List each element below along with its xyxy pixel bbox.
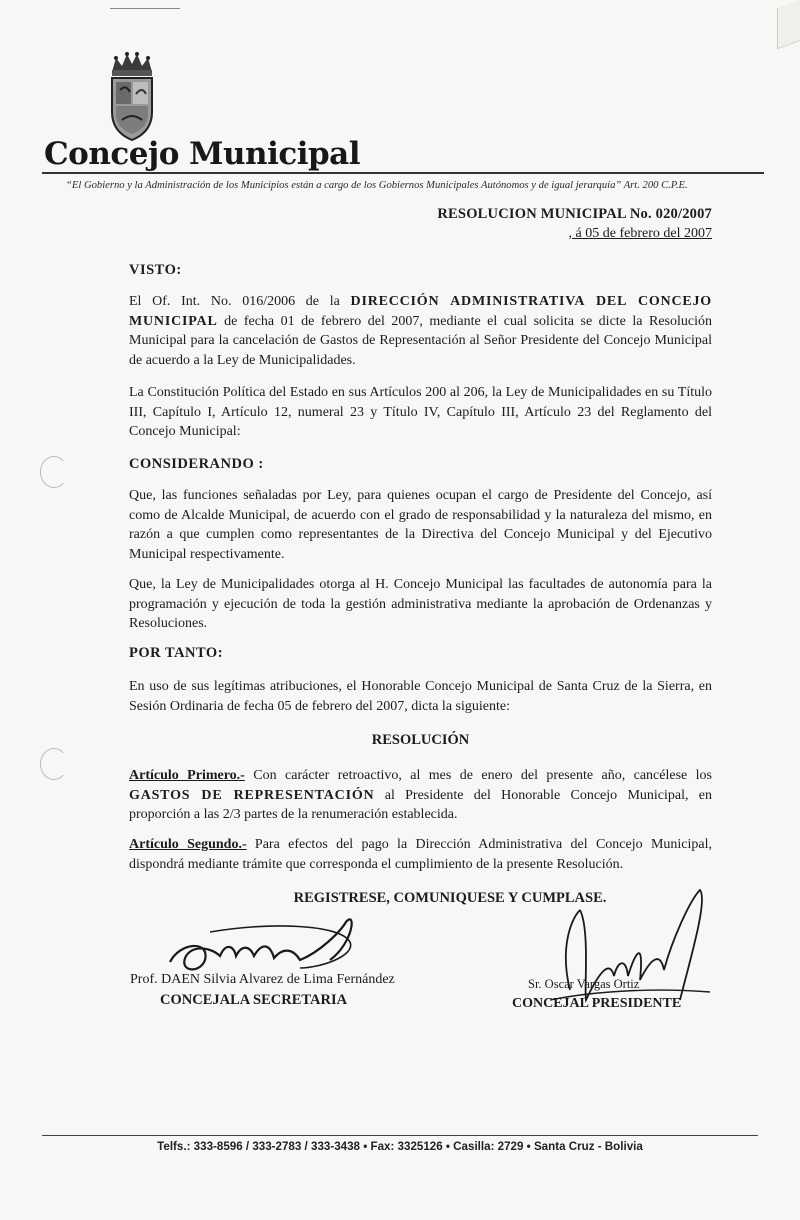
punch-hole-bottom xyxy=(40,748,68,780)
visto-paragraph-1 xyxy=(129,292,712,370)
resolution-number: RESOLUCION MUNICIPAL No. 020/2007 xyxy=(437,206,712,222)
closing-statement: REGISTRESE, COMUNIQUESE Y CUMPLASE. xyxy=(293,890,607,906)
considerando-paragraph-2: Que, la Ley de Municipalidades otorga al H. Concejo Municipal las facultades de autonomía para la programación y ejecución de toda la gestión administrativa mediante la aprobación de Ordenanzas y Resoluciones. xyxy=(129,577,712,632)
article-2-paragraph xyxy=(129,835,712,874)
scan-artifact-line xyxy=(110,8,180,9)
footer-divider xyxy=(42,1135,758,1136)
article-1-paragraph xyxy=(129,766,712,825)
article-1-text-a: Con carácter retroactivo, al mes de enero del presente año, cancélese los xyxy=(244,768,712,783)
right-signer-name: Sr. Oscar Vargas Ortiz xyxy=(528,977,640,991)
header-divider xyxy=(42,172,764,174)
visto-p1-entity: DIRECCIÓN ADMINISTRATIVA DEL CONCEJO MUNICIPAL xyxy=(129,294,712,329)
resolution-date: , á 05 de febrero del 2007 xyxy=(568,226,712,241)
article-2-text: Para efectos del pago la Dirección Administrativa del Concejo Municipal, dispondrá mediante trámite que corresponda el cumplimiento de la presente Resolución. xyxy=(129,837,712,872)
coat-of-arms-icon xyxy=(106,50,158,142)
header-motto: “El Gobierno y la Administración de los Municipios están a cargo de los Gobiernos Municipales Autónomos y de igual jerarquía” Art. 200 C.P.E. xyxy=(66,180,688,191)
article-1-label: Artículo Primero.- xyxy=(129,768,245,783)
left-signer-role: CONCEJALA SECRETARIA xyxy=(160,992,348,1008)
visto-paragraph-2: La Constitución Política del Estado en sus Artículos 200 al 206, la Ley de Municipalidades en su Título III, Capítulo I, Artículo 12, numeral 23 y Título IV, Capítulo III, Artículo 23 del Reglamento del Concejo Municipal: xyxy=(129,385,712,440)
organization-title: Concejo Municipal xyxy=(44,136,361,172)
portanto-heading: POR TANTO: xyxy=(129,645,224,661)
portanto-paragraph: En uso de sus legítimas atribuciones, el Honorable Concejo Municipal de Santa Cruz de la Sierra, en Sesión Ordinaria de fecha 05 de febrero del 2007, dicta la siguiente: xyxy=(129,679,712,714)
visto-p1-text-a: El Of. Int. No. 016/2006 de la xyxy=(129,294,351,309)
visto-p1-text-c: de fecha 01 de febrero del 2007, mediante el cual solicita se dicte la Resolución Municipal para la cancelación de Gastos de Representación al Señor Presidente del Concejo Municipal de acuerdo a la Ley de Municipalidades. xyxy=(129,313,712,368)
considerando-heading: CONSIDERANDO : xyxy=(129,456,264,472)
considerando-paragraph-1: Que, las funciones señaladas por Ley, para quienes ocupan el cargo de Presidente del Concejo, así como de Alcalde Municipal, de acuerdo con el grado de responsabilidad y la naturaleza del mismo, en razón a que cumplen como representantes de la Directiva del Concejo Municipal y del Ejecutivo Municipal respectivamente. xyxy=(129,488,712,562)
right-signer-role: CONCEJAL PRESIDENTE xyxy=(512,996,682,1011)
resolucion-heading: RESOLUCIÓN xyxy=(371,732,470,748)
footer-contact: Telfs.: 333-8596 / 333-2783 / 333-3438 • Fax: 3325126 • Casilla: 2729 • Santa Cruz - Bolivia xyxy=(157,1140,643,1153)
punch-hole-top xyxy=(40,456,68,488)
page-corner-fold xyxy=(777,0,800,49)
article-1-text-c: al Presidente del Honorable Concejo Municipal, en proporción a las 2/3 partes de la renumeración establecida. xyxy=(129,787,712,823)
article-2-label: Artículo Segundo.- xyxy=(129,837,247,852)
left-signer-name: Prof. DAEN Silvia Alvarez de Lima Fernández xyxy=(130,972,395,987)
visto-heading: VISTO: xyxy=(129,262,182,278)
article-1-emphasis: GASTOS DE REPRESENTACIÓN xyxy=(129,787,375,803)
